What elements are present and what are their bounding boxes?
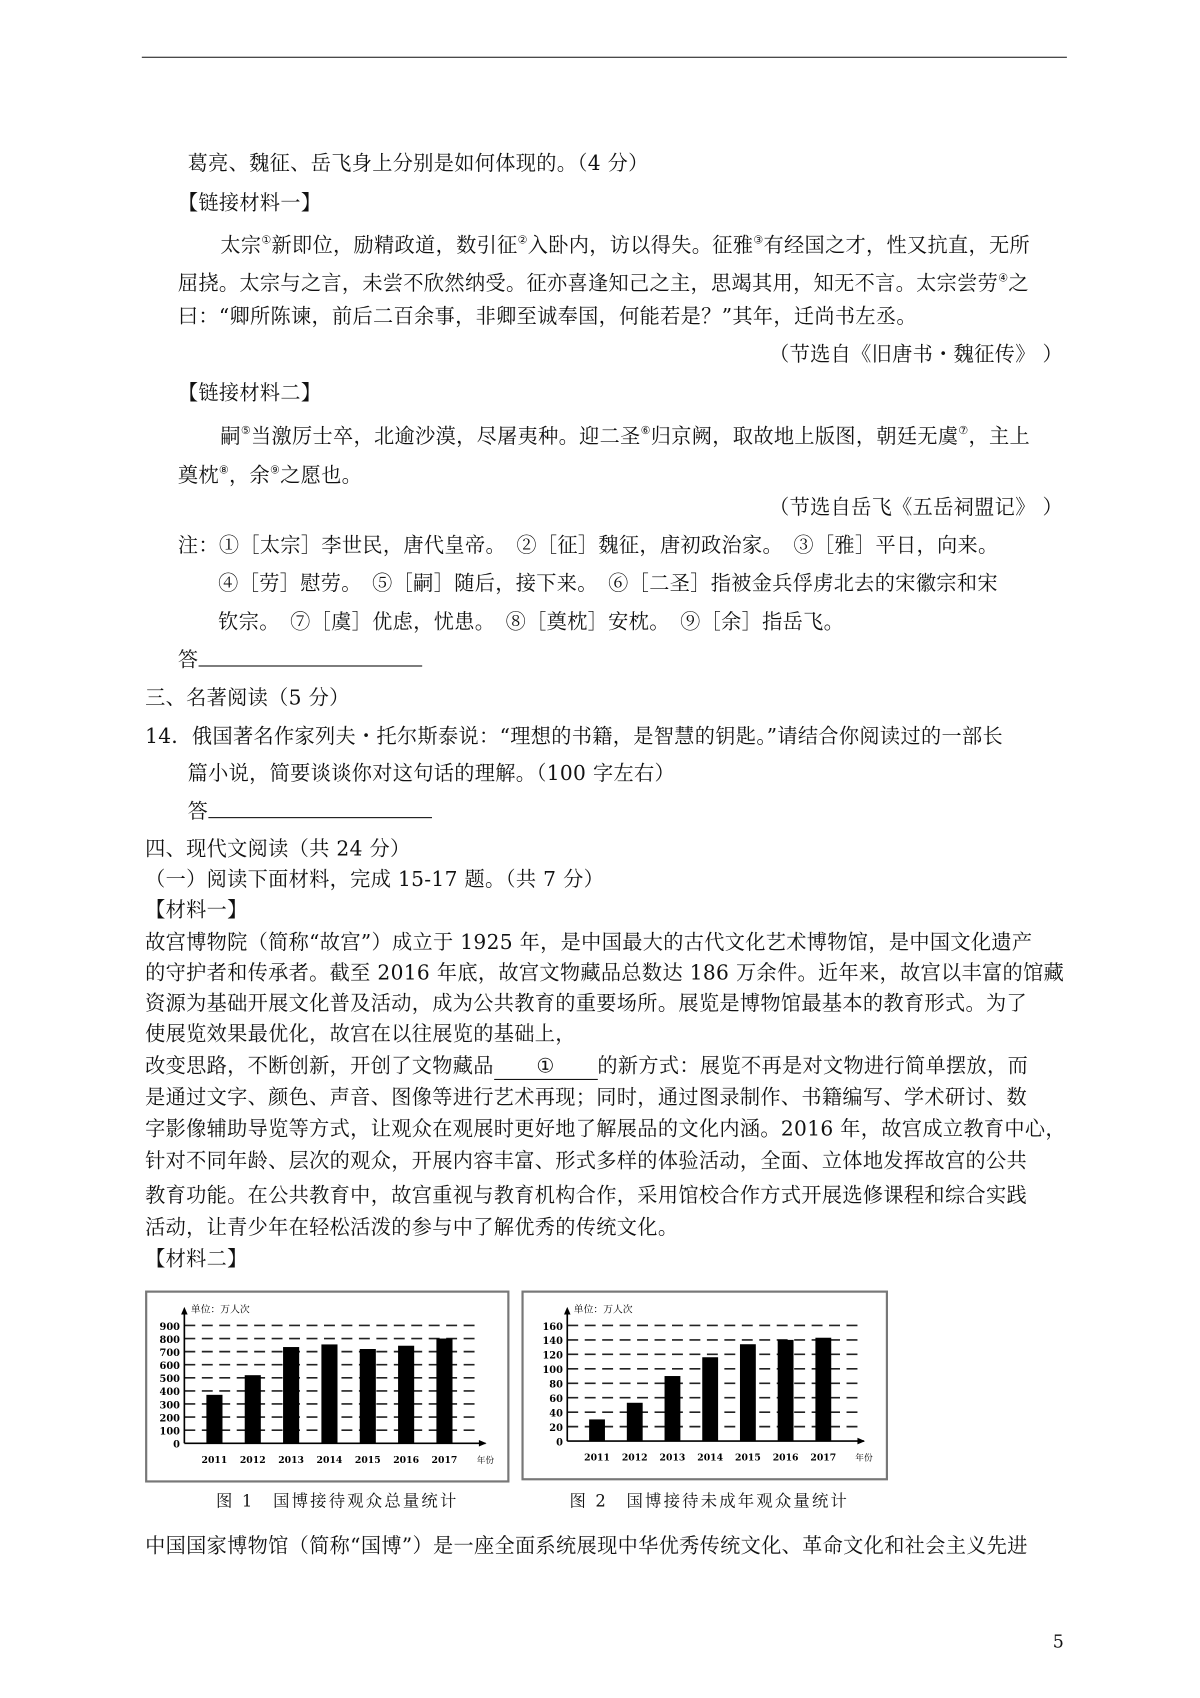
- y-tick-label: 800: [159, 1334, 180, 1346]
- bar: [360, 1349, 376, 1443]
- figure-2-caption: 图 2 国博接待未成年观众量统计: [569, 1491, 850, 1511]
- text-segment: 篇小说，简要谈谈你对这句话的理解。（100 字左右）: [187, 762, 675, 786]
- y-tick-label: 80: [549, 1379, 563, 1391]
- text-segment: ，主上: [968, 425, 1031, 449]
- text-line: [178, 382, 322, 406]
- text-line: [145, 868, 604, 892]
- text-line: [145, 932, 1032, 956]
- text-segment: （一）阅读下面材料，完成 15-17 题。（共 7 分）: [145, 868, 605, 892]
- x-tick-label: 2011: [201, 1454, 228, 1466]
- text-segment: 有经国之才，性又抗直，无所: [763, 234, 1031, 258]
- text-line: [145, 1118, 1066, 1142]
- bar: [321, 1344, 337, 1443]
- x-axis-label: 年份: [476, 1455, 495, 1466]
- x-tick-label: 2014: [316, 1454, 343, 1466]
- text-segment: 14．俄国著名作家列夫・托尔斯泰说：“理想的书籍，是智慧的钥匙。”请结合你阅读过的一部长: [145, 725, 1003, 749]
- text-segment: 【材料一】: [145, 898, 248, 922]
- bar: [245, 1375, 261, 1443]
- x-tick-label: 2015: [734, 1452, 761, 1464]
- text-segment: 使展览效果最优化，故宫在以往展览的基础上，: [145, 1023, 576, 1047]
- bar: [627, 1403, 643, 1441]
- text-line: [188, 801, 432, 825]
- text-line: [178, 267, 1029, 296]
- y-tick-label: 200: [159, 1413, 180, 1425]
- x-tick-label: 2017: [810, 1452, 837, 1464]
- bar: [740, 1344, 756, 1441]
- text-segment: 归京阙，取故地上版图，朝廷无虞: [650, 425, 959, 449]
- text-segment: 资源为基础开展文化普及活动，成为公共教育的重要场所。展览是博物馆最基本的教育形式。为了: [145, 992, 1027, 1016]
- text-segment: 当激厉士卒，北逾沙漠，尽屠夷种。迎二圣: [250, 425, 641, 449]
- text-line: [145, 962, 1064, 986]
- page-number: 5: [1052, 1630, 1064, 1652]
- figure-1-caption: 图 1 国博接待观众总量统计: [215, 1491, 459, 1511]
- text-segment: 活动，让青少年在轻松活泼的参与中了解优秀的传统文化。: [145, 1216, 679, 1240]
- bar: [702, 1357, 718, 1441]
- text-segment: 答: [177, 649, 199, 672]
- text-line: [145, 1185, 1027, 1209]
- text-line: [145, 838, 410, 862]
- x-tick-label: 2016: [772, 1452, 799, 1464]
- y-tick-label: 120: [542, 1350, 563, 1362]
- bar: [815, 1338, 831, 1441]
- text-segment: 是通过文字、颜色、声音、图像等进行艺术再现；同时，通过图录制作、书籍编写、学术研讨、数: [145, 1086, 1027, 1110]
- bar: [665, 1376, 681, 1441]
- text-line: [145, 1087, 1027, 1111]
- text-line: [220, 420, 1030, 449]
- x-tick-label: 2016: [393, 1454, 420, 1466]
- text-line: [769, 496, 1063, 520]
- header-rule: [142, 57, 1067, 58]
- text-segment: 故宫博物院（简称“故宫”）成立于 1925 年，是中国最大的古代文化艺术博物馆，是中国文化遗产: [145, 931, 1033, 955]
- text-segment: 注：①［太宗］李世民，唐代皇帝。 ②［征］魏征，唐初政治家。 ③［雅］平日，向来。: [177, 534, 999, 558]
- text-line: [145, 899, 248, 923]
- text-segment: 太宗: [220, 234, 262, 258]
- x-axis-arrow-icon: [857, 1438, 865, 1445]
- text-segment: 的守护者和传承者。截至 2016 年底，故宫文物藏品总数达 186 万余件。近年来，故宫以丰富的馆藏: [145, 962, 1065, 986]
- y-tick-label: 400: [159, 1387, 180, 1399]
- footnote-marker: ⑧: [218, 464, 229, 477]
- text-segment: 【链接材料一】: [177, 191, 322, 215]
- x-tick-label: 2015: [354, 1454, 381, 1466]
- text-segment: （节选自岳飞《五岳祠盟记》 ）: [769, 496, 1063, 520]
- y-tick-label: 900: [159, 1321, 180, 1333]
- text-segment: 奠枕: [177, 464, 219, 488]
- text-line: [145, 1216, 678, 1240]
- text-segment: 教育功能。在公共教育中，故宫重视与教育机构合作，采用馆校合作方式开展选修课程和综合实践: [145, 1184, 1027, 1208]
- answer-blank: ①: [494, 1055, 598, 1080]
- chart-figure-1: [145, 1291, 509, 1483]
- text-line: [178, 192, 322, 216]
- text-line: [178, 459, 362, 488]
- text-segment: 曰：“卿所陈谏，前后二百余事，非卿至诚奉国，何能若是？”其年，迁尚书左丞。: [177, 305, 917, 329]
- text-segment: ④［劳］慰劳。 ⑤［嗣］随后，接下来。 ⑥［二圣］指被金兵俘虏北去的宋徽宗和宋: [218, 572, 998, 596]
- footnote-marker: ①: [261, 234, 272, 247]
- text-segment: 【材料二】: [145, 1247, 248, 1271]
- text-segment: 答: [187, 800, 209, 824]
- chart-figure-2: [521, 1291, 888, 1481]
- text-line: [218, 611, 844, 635]
- text-segment: 改变思路，不断创新，开创了文物藏品: [145, 1054, 494, 1078]
- y-tick-label: 0: [173, 1439, 180, 1451]
- x-tick-label: 2013: [659, 1452, 686, 1464]
- bar: [778, 1340, 794, 1441]
- text-segment: 之愿也。: [280, 464, 363, 488]
- text-line: [145, 687, 349, 711]
- footnote-marker: ③: [753, 234, 764, 247]
- answer-blank: [198, 665, 422, 666]
- text-line: [145, 1055, 1028, 1080]
- text-line: [188, 763, 675, 787]
- bar: [436, 1339, 452, 1444]
- y-tick-label: 600: [159, 1361, 180, 1373]
- text-line: [178, 305, 917, 329]
- text-segment: （节选自《旧唐书・魏征传》 ）: [769, 343, 1063, 367]
- text-line: [145, 1248, 248, 1272]
- footnote-marker: ⑤: [240, 425, 251, 438]
- footnote-marker: ②: [517, 234, 528, 247]
- answer-blank: [208, 817, 432, 818]
- bar: [283, 1347, 299, 1443]
- text-segment: 嗣: [220, 425, 241, 449]
- y-axis-arrow-icon: [181, 1307, 188, 1315]
- y-tick-label: 140: [542, 1336, 563, 1348]
- text-line: [769, 344, 1063, 368]
- text-segment: 屈挠。太宗与之言，未尝不欣然纳受。征亦喜逢知己之主，思竭其用，知无不言。太宗尝劳: [177, 272, 999, 296]
- text-segment: ，余: [228, 464, 270, 488]
- text-segment: 之: [1008, 272, 1029, 296]
- y-tick-label: 160: [542, 1321, 563, 1333]
- y-tick-label: 100: [542, 1365, 563, 1377]
- chart-svg: [147, 1293, 507, 1481]
- x-tick-label: 2014: [697, 1452, 724, 1464]
- x-tick-label: 2012: [239, 1454, 266, 1466]
- y-tick-label: 0: [556, 1437, 563, 1449]
- text-line: [145, 1535, 1028, 1559]
- y-tick-label: 60: [549, 1394, 563, 1406]
- text-line: [178, 649, 422, 673]
- bar: [206, 1395, 222, 1443]
- y-tick-label: 20: [549, 1422, 563, 1434]
- y-axis-unit-label: 单位：万人次: [573, 1304, 633, 1316]
- text-segment: 葛亮、魏征、岳飞身上分别是如何体现的。（4 分）: [187, 152, 649, 176]
- footnote-marker: ④: [998, 272, 1009, 285]
- x-axis-arrow-icon: [479, 1440, 487, 1447]
- text-segment: 四、现代文阅读（共 24 分）: [145, 837, 411, 861]
- footnote-marker: ⑨: [269, 464, 281, 477]
- bar: [398, 1346, 414, 1444]
- text-line: [145, 725, 1003, 749]
- y-tick-label: 700: [159, 1347, 180, 1359]
- x-axis-label: 年份: [855, 1453, 873, 1464]
- x-tick-label: 2011: [584, 1452, 610, 1464]
- text-segment: 钦宗。 ⑦［虞］优虑，忧患。 ⑧［奠枕］安枕。 ⑨［余］指岳飞。: [218, 610, 845, 634]
- y-axis-unit-label: 单位：万人次: [190, 1304, 250, 1316]
- x-tick-label: 2013: [278, 1454, 305, 1466]
- text-segment: 入卧内，访以得失。征雅: [527, 234, 754, 258]
- text-segment: 字影像辅助导览等方式，让观众在观展时更好地了解展品的文化内涵。2016 年，故宫成立教育中心，: [145, 1118, 1066, 1142]
- text-segment: 的新方式：展览不再是对文物进行简单摆放，而: [597, 1054, 1029, 1078]
- text-segment: 新即位，励精政道，数引征: [271, 234, 518, 258]
- text-line: [145, 993, 1027, 1017]
- text-line: [188, 153, 649, 177]
- text-line: [145, 1023, 576, 1047]
- x-tick-label: 2012: [621, 1452, 648, 1464]
- chart-svg: [524, 1293, 886, 1478]
- x-tick-label: 2017: [431, 1454, 458, 1466]
- text-line: [178, 535, 999, 559]
- y-tick-label: 100: [159, 1426, 180, 1438]
- y-axis-arrow-icon: [564, 1307, 571, 1315]
- footnote-marker: ⑥: [640, 425, 651, 438]
- text-line: [145, 1150, 1027, 1174]
- bar: [589, 1419, 605, 1441]
- y-tick-label: 40: [549, 1408, 563, 1420]
- text-segment: 中国国家博物馆（简称“国博”）是一座全面系统展现中华优秀传统文化、革命文化和社会主义先进: [145, 1534, 1028, 1558]
- y-tick-label: 300: [159, 1400, 180, 1412]
- y-tick-label: 500: [159, 1374, 180, 1386]
- text-segment: 针对不同年龄、层次的观众，开展内容丰富、形式多样的体验活动，全面、立体地发挥故宫的公共: [145, 1149, 1027, 1173]
- text-line: [218, 573, 998, 597]
- text-segment: 【链接材料二】: [177, 381, 322, 405]
- text-segment: 三、名著阅读（5 分）: [145, 687, 350, 711]
- footnote-marker: ⑦: [958, 425, 969, 438]
- text-line: [220, 229, 1030, 258]
